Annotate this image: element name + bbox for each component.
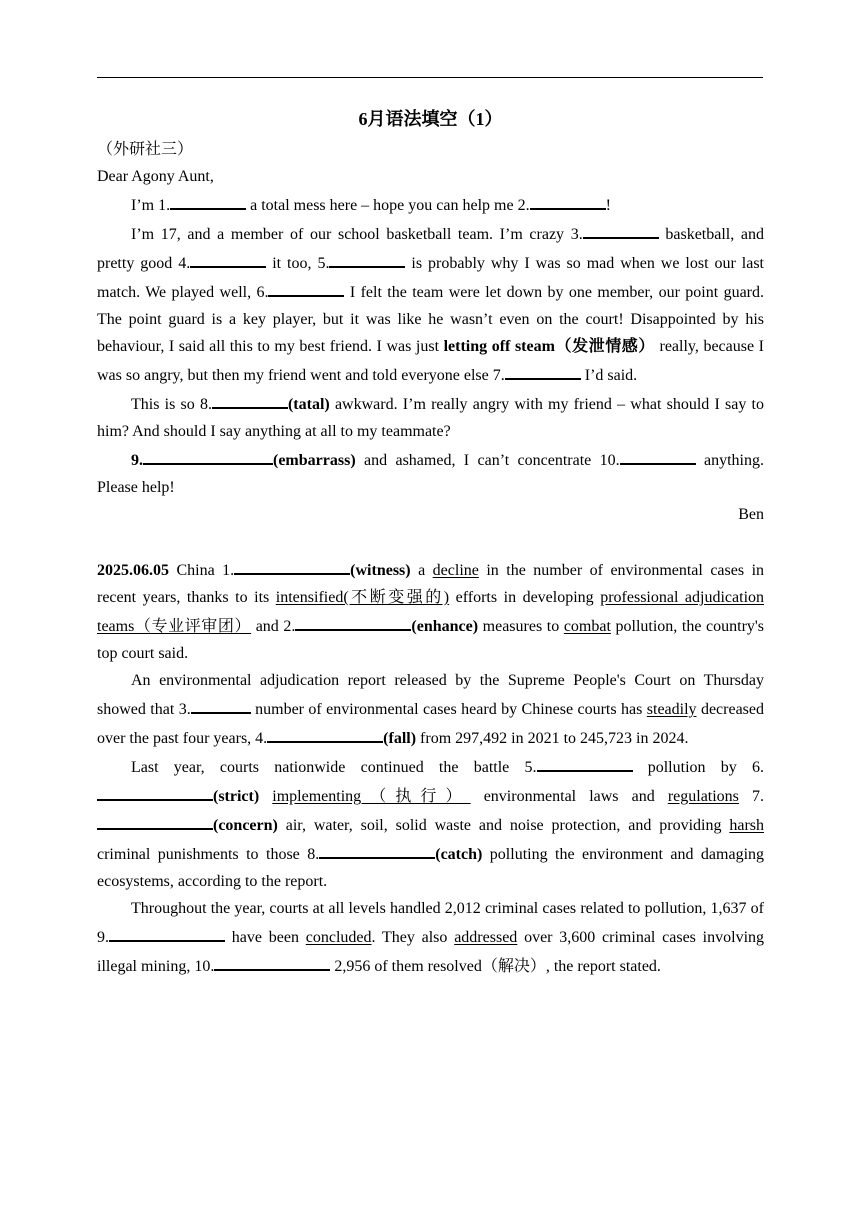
worksheet (97, 104, 764, 980)
blank-input[interactable] (295, 611, 411, 631)
letter-paragraph-4: 9. (embarrass) and ashamed, I can’t concentrate 10. anything. Please help! (97, 445, 764, 501)
blank-input[interactable] (170, 190, 246, 210)
word-hint: (strict) (213, 788, 260, 805)
article-date: 2025.06.05 (97, 562, 169, 579)
article-paragraph-1: 2025.06.05 China 1. (witness) a decline in the number of environmental cases in recent years, thanks to its intensified(不断变强的) efforts in developing professional adjudication teams（专业评审团） and 2. (enhance) measures to combat pollution, the country's top court said. (97, 555, 764, 667)
blank-input[interactable] (97, 781, 213, 801)
page-title: 6月语法填空（1） (358, 109, 503, 129)
header-rule (97, 77, 763, 78)
blank-input[interactable] (97, 810, 213, 830)
word-hint: (fall) (383, 730, 417, 747)
blank-input[interactable] (319, 839, 435, 859)
blank-input[interactable] (191, 694, 251, 714)
blank-input[interactable] (530, 190, 606, 210)
blank-input[interactable] (329, 248, 405, 268)
letter-paragraph-1: I’m 1. a total mess here – hope you can help me 2. ! (97, 190, 764, 219)
blank-input[interactable] (190, 248, 266, 268)
blank-input[interactable] (537, 752, 633, 772)
word-hint: (enhance) (411, 618, 479, 635)
blank-input[interactable] (109, 922, 225, 942)
blank-input[interactable] (267, 723, 383, 743)
blank-input[interactable] (268, 277, 344, 297)
word-hint: (tatal) (287, 396, 330, 413)
word-hint: (embarrass) (273, 452, 356, 469)
blank-input[interactable] (214, 951, 330, 971)
word-hint: (concern) (213, 817, 278, 834)
article-paragraph-3: Last year, courts nationwide continued the battle 5. pollution by 6.(strict) implementing（执行） environmental laws and regulations 7.(concern) air, water, soil, solid waste and noise protection, and providing harsh criminal punishments to those 8. (catch) polluting the environment and damaging ecosystems, according to the report. (97, 752, 764, 895)
article-paragraph-4: Throughout the year, courts at all levels handled 2,012 criminal cases related to pollution, 1,637 of 9. have been concluded. They also addressed over 3,600 criminal cases involving illegal mining, 10. 2,956 of them resolved（解决）, the report stated. (97, 900, 765, 975)
letter-paragraph-2: I’m 17, and a member of our school basketball team. I’m crazy 3. basketball, and pretty good 4. it too, 5. is probably why I was so mad when we lost our last match. We played well, 6. I felt the team were let down by one member, our point guard. The point guard is a key player, but it was like he wasn’t even on the court! Disappointed by his behaviour, I said all this to my best friend. I was just letting off steam（发泄情感） really, because I was so angry, but then my friend went and told everyone else 7. I’d said. (97, 219, 764, 389)
word-hint: (catch) (435, 846, 483, 863)
blank-input[interactable] (143, 445, 273, 465)
blank-input[interactable] (505, 360, 581, 380)
blank-input[interactable] (583, 219, 659, 239)
letter-signature: Ben (738, 506, 764, 523)
article-paragraph-2: An environmental adjudication report released by the Supreme People's Court on Thursday showed that 3. number of environmental cases heard by Chinese courts has steadily decreased over the past four years, 4. (fall) from 297,492 in 2021 to 245,723 in 2024. (97, 672, 765, 747)
blank-input[interactable] (620, 445, 696, 465)
blank-input[interactable] (234, 555, 350, 575)
word-hint: (witness) (350, 562, 411, 579)
letter-paragraph-3: This is so 8. (tatal) awkward. I’m really angry with my friend – what should I say to him? And should I say anything at all to my teammate? (97, 389, 764, 445)
section-spacer (97, 528, 764, 555)
blank-input[interactable] (212, 389, 288, 409)
idiom-highlight: letting off steam（发泄情感） (443, 338, 655, 355)
source-note: （外研社三） (97, 141, 194, 158)
letter-salutation: Dear Agony Aunt, (97, 168, 214, 185)
